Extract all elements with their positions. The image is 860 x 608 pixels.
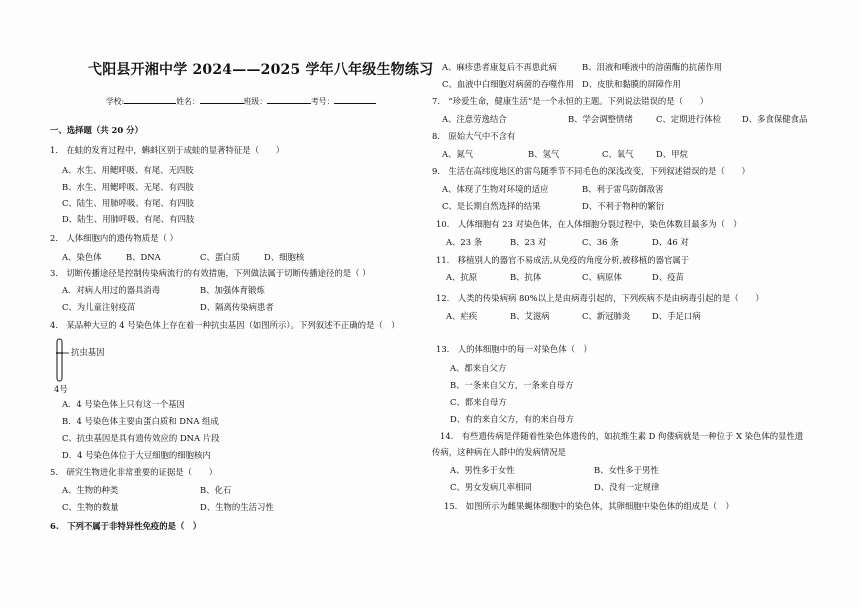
q2-option-c[interactable]: C、蛋白质 (200, 252, 240, 262)
q8-option-b[interactable]: B、氢气 (528, 149, 560, 159)
q5-option-d[interactable]: D、生物的生活习性 (200, 502, 274, 512)
q4-stem: 4. 某品种大豆的 4 号染色体上存在着一种抗虫基因（如图所示）。下列叙述不正确的是（ ） (50, 320, 400, 330)
q10-stem: 10. 人体细胞有 23 对染色体，在人体细胞分裂过程中，染色体数目最多为（ ） (436, 219, 742, 229)
q2-stem: 2. 人体细胞内的遗传物质是（ ） (50, 233, 178, 243)
q7-option-b[interactable]: B、学会调整情绪 (568, 114, 633, 124)
q1-option-d[interactable]: D、陆生、用肺呼吸、有尾、有四肢 (62, 214, 195, 224)
q13-option-d[interactable]: D、有的来自父方，有的来自母方 (450, 414, 574, 424)
q12-option-c[interactable]: C、新冠肺炎 (582, 311, 631, 321)
q3-option-c[interactable]: C、为儿童注射疫苗 (62, 302, 136, 312)
q11-option-a[interactable]: A、抗原 (446, 272, 478, 282)
q5-option-a[interactable]: A、生物的种类 (62, 485, 119, 495)
examno-blank[interactable] (334, 95, 376, 104)
examno-label: 考号： (311, 97, 335, 106)
chromosome-figure (50, 338, 70, 384)
q2-option-b[interactable]: B、DNA (126, 252, 161, 262)
q7-stem: 7. “珍爱生命，健康生活”是一个永恒的主题。下列说法错误的是（ ） (432, 96, 709, 106)
q6-option-d[interactable]: D、皮肤和黏膜的屏障作用 (582, 79, 681, 89)
q8-option-c[interactable]: C、氧气 (602, 149, 634, 159)
q10-option-a[interactable]: A、23 条 (446, 237, 483, 247)
q9-option-a[interactable]: A、体现了生物对环境的适应 (442, 184, 549, 194)
q4-option-d[interactable]: D．4 号染色体位于大豆细胞的细胞核内 (62, 450, 211, 460)
q9-option-b[interactable]: B、利于雷鸟防御敌害 (582, 184, 664, 194)
chromosome-number-label: 4号 (54, 384, 68, 394)
q9-stem: 9. 生活在高纬度地区的雷鸟随季节不同毛色的深浅改变，下列叙述错误的是（ ） (432, 166, 750, 176)
q11-stem: 11. 移植别人的器官不易成活,从免疫的角度分析,被移植的器官属于 (436, 255, 690, 265)
q12-option-b[interactable]: B、艾滋病 (510, 311, 550, 321)
q1-option-b[interactable]: B、水生、用鳃呼吸、无尾、有四肢 (62, 182, 194, 192)
q6-option-c[interactable]: C、血液中白细胞对病菌的吞噬作用 (442, 79, 575, 89)
q14-option-b[interactable]: B、女性多于男性 (594, 465, 659, 475)
q4-option-a[interactable]: A．4 号染色体上只有这一个基因 (62, 399, 185, 409)
q3-option-a[interactable]: A．对病人用过的器具消毒 (62, 285, 161, 295)
q7-option-c[interactable]: C、定期进行体检 (656, 114, 722, 124)
q10-option-d[interactable]: D、46 对 (652, 237, 689, 247)
q12-option-a[interactable]: A、疟疾 (446, 311, 478, 321)
q13-option-b[interactable]: B、一条来自父方，一条来自母方 (450, 380, 574, 390)
q8-stem: 8. 原始大气中不含有 (432, 131, 516, 141)
q8-option-a[interactable]: A、氮气 (442, 149, 474, 159)
class-blank[interactable] (267, 95, 311, 104)
q4-option-b[interactable]: B．4 号染色体主要由蛋白质和 DNA 组成 (62, 416, 219, 426)
q14-stem: 14. 有些遗传病是伴随着性染色体遗传的，如抗维生素 D 佝偻病就是一种位于 X 染色体的显性遗 (440, 431, 804, 441)
q3-option-d[interactable]: D、隔离传染病患者 (200, 302, 274, 312)
q14-option-a[interactable]: A、男性多于女性 (450, 465, 515, 475)
student-info-line (106, 95, 376, 107)
section-heading: 一、选择题（共 20 分） (50, 125, 143, 135)
q6-stem: 6. 下列不属于非特异性免疫的是（ ） (50, 521, 202, 531)
q4-option-c[interactable]: C、抗虫基因是具有遗传效应的 DNA 片段 (62, 433, 220, 443)
q10-option-b[interactable]: B、23 对 (510, 237, 547, 247)
q7-option-d[interactable]: D、多食保健食品 (742, 114, 808, 124)
q14-stem-cont: 传病，这种病在人群中的发病情况是 (432, 447, 566, 457)
q14-option-d[interactable]: D、没有一定规律 (594, 482, 660, 492)
q9-option-c[interactable]: C、是长期自然选择的结果 (442, 201, 541, 211)
q13-option-a[interactable]: A、都来自父方 (450, 363, 507, 373)
q2-option-a[interactable]: A、染色体 (62, 252, 102, 262)
q15-stem: 15. 如图所示为雌果蝇体细胞中的染色体，其卵细胞中染色体的组成是（ ） (444, 501, 734, 511)
q5-option-b[interactable]: B、化石 (200, 485, 232, 495)
school-label: 学校: (106, 97, 125, 106)
q5-stem: 5. 研究生物进化非常重要的证据是（ ） (50, 467, 218, 477)
q14-option-c[interactable]: C、男女发病几率相同 (450, 482, 532, 492)
q2-option-d[interactable]: D、细胞核 (264, 252, 305, 262)
q3-stem: 3. 切断传播途径是控制传染病流行的有效措施，下列做法属于切断传播途径的是（ ） (50, 268, 371, 278)
q3-option-b[interactable]: B、加强体育锻炼 (200, 285, 265, 295)
chromosome-body (57, 339, 62, 381)
q10-option-c[interactable]: C、36 条 (582, 237, 619, 247)
q9-option-d[interactable]: D、不利于物种的繁衍 (582, 201, 665, 211)
q6-option-b[interactable]: B、泪液和唾液中的溶菌酶的抗菌作用 (582, 62, 723, 72)
name-blank[interactable] (200, 95, 244, 104)
q12-option-d[interactable]: D、手足口病 (652, 311, 701, 321)
q11-option-c[interactable]: C、病原体 (582, 272, 622, 282)
q1-option-a[interactable]: A、水生、用鳃呼吸、有尾、无四肢 (62, 165, 194, 175)
exam-title: 弋阳县开湘中学 2024——2025 学年八年级生物练习 (88, 62, 434, 78)
class-label: 班级： (243, 97, 268, 106)
q1-stem: 1. 在蛙的发育过程中，蝌蚪区别于成蛙的显著特征是（ ） (50, 145, 285, 155)
q8-option-d[interactable]: D、甲烷 (656, 149, 688, 159)
q6-option-a[interactable]: A、麻疹患者康复后不再患此病 (442, 62, 557, 72)
name-label: 姓名： (176, 97, 200, 106)
q5-option-c[interactable]: C、生物的数量 (62, 502, 119, 512)
q7-option-a[interactable]: A、注意劳逸结合 (442, 114, 507, 124)
q1-option-c[interactable]: C、陆生、用肺呼吸、有尾、有四肢 (62, 198, 195, 208)
q13-stem: 13. 人的体细胞中的每一对染色体（ ） (436, 344, 592, 354)
q12-stem: 12. 人类的传染病病 80%以上是由病毒引起的，下列疾病不是由病毒引起的是（ ） (436, 293, 764, 303)
q11-option-b[interactable]: B、抗体 (510, 272, 542, 282)
q13-option-c[interactable]: C、都来自母方 (450, 397, 507, 407)
school-blank[interactable] (124, 95, 176, 104)
gene-label: 抗虫基因 (71, 347, 105, 357)
q11-option-d[interactable]: D、疫苗 (652, 272, 684, 282)
